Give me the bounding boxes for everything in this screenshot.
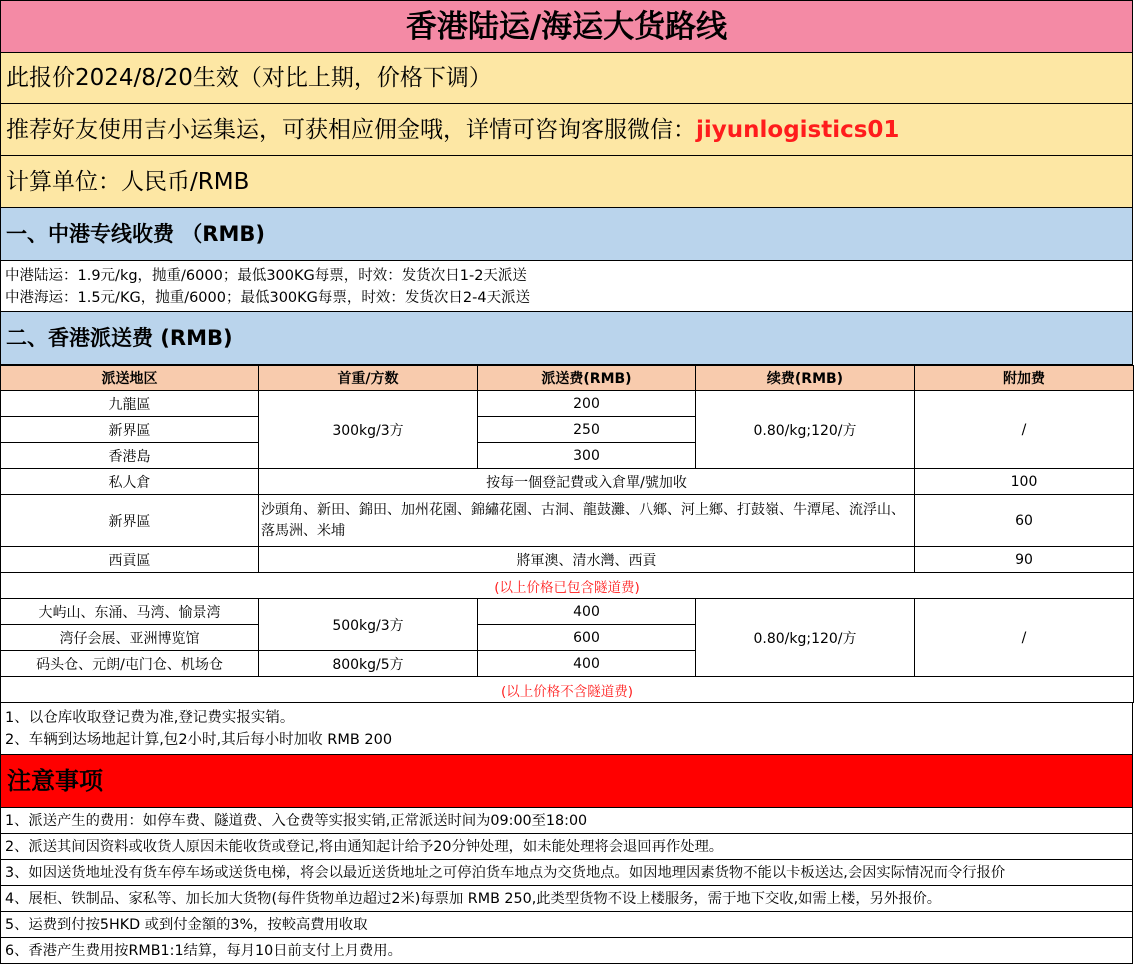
currency-unit: 计算单位：人民币/RMB: [0, 156, 1133, 208]
region-cell: 九龍區: [1, 391, 259, 417]
surcharge-cell: 100: [915, 469, 1134, 495]
first-weight-cell: 300kg/3方: [259, 391, 478, 469]
table-row: [1, 391, 1134, 417]
fee-cell: 400: [478, 599, 696, 625]
fee-cell: 600: [478, 625, 696, 651]
land-freight-line: 中港陆运：1.9元/kg，抛重/6000；最低300KG每票，时效：发货次日1-2天派送: [5, 268, 527, 284]
tunnel-excluded-note: (以上价格不含隧道费): [1, 677, 1134, 703]
renewal-cell: 0.80/kg;120/方: [696, 599, 915, 677]
renewal-cell: 0.80/kg;120/方: [696, 391, 915, 469]
table-header-row: [1, 366, 1134, 391]
description-cell: 按每一個登記費或入倉單/號加收: [259, 469, 915, 495]
notice-item: 5、运费到付按5HKD 或到付金額的3%，按較高費用收取: [0, 912, 1133, 938]
fee-cell: 200: [478, 391, 696, 417]
region-cell: 码头仓、元朗/屯门仓、机场仓: [1, 651, 259, 677]
tunnel-included-note: (以上价格已包含隧道费): [1, 573, 1134, 599]
description-cell: 將軍澳、清水灣、西貢: [259, 547, 915, 573]
region-cell: 香港島: [1, 443, 259, 469]
notice-item: 2、派送其间因资料或收货人原因未能收货或登记,将由通知起计给予20分钟处理，如未能处理将会退回再作处理。: [0, 834, 1133, 860]
remark-line: 2、车辆到达场地起计算,包2小时,其后每小时加收 RMB 200: [5, 732, 393, 748]
table-row: [1, 547, 1134, 573]
table-row: [1, 495, 1134, 547]
col-header-surcharge: 附加费: [915, 366, 1134, 391]
region-cell: 新界區: [1, 495, 259, 547]
fee-cell: 400: [478, 651, 696, 677]
section2-heading: 二、香港派送费 (RMB): [0, 312, 1133, 365]
surcharge-cell: 90: [915, 547, 1134, 573]
surcharge-cell: /: [915, 599, 1134, 677]
wechat-id: jiyunlogistics01: [696, 117, 900, 143]
col-header-first-weight: 首重/方数: [259, 366, 478, 391]
notice-heading: 注意事项: [0, 755, 1133, 808]
surcharge-cell: /: [915, 391, 1134, 469]
page-title: 香港陆运/海运大货路线: [0, 0, 1133, 53]
section1-lines: [0, 261, 1133, 312]
region-cell: 大屿山、东涌、马湾、愉景湾: [1, 599, 259, 625]
effective-date-note: 此报价2024/8/20生效（对比上期，价格下调）: [0, 53, 1133, 104]
region-cell: 私人倉: [1, 469, 259, 495]
col-header-renewal: 续费(RMB): [696, 366, 915, 391]
col-header-delivery-fee: 派送费(RMB): [478, 366, 696, 391]
fee-cell: 250: [478, 417, 696, 443]
delivery-fee-table: [0, 365, 1134, 703]
section1-heading: 一、中港专线收费 （RMB): [0, 208, 1133, 261]
fee-cell: 300: [478, 443, 696, 469]
notice-item: 3、如因送货地址没有货车停车场或送货电梯，将会以最近送货地址之可停泊货车地点为交货地点。如因地理因素货物不能以卡板送达,会因实际情况而令行报价: [0, 860, 1133, 886]
first-weight-cell: 500kg/3方: [259, 599, 478, 651]
table-row: [1, 599, 1134, 625]
notice-item: 4、展柜、铁制品、家私等、加长加大货物(每件货物单边超过2米)每票加 RMB 250,此类型货物不设上楼服务，需于地下交收,如需上楼，另外报价。: [0, 886, 1133, 912]
region-cell: 新界區: [1, 417, 259, 443]
remark-line: 1、以仓库收取登记费为准,登记费实报实销。: [5, 710, 295, 726]
col-header-region: 派送地区: [1, 366, 259, 391]
notice-item: 1、派送产生的费用：如停车费、隧道费、入仓费等实报实销,正常派送时间为09:00至18:00: [0, 808, 1133, 834]
table-row: [1, 677, 1134, 703]
table-row: [1, 573, 1134, 599]
notice-item: 6、香港产生费用按RMB1:1结算，每月10日前支付上月费用。: [0, 938, 1133, 964]
region-cell: 湾仔会展、亚洲博览馆: [1, 625, 259, 651]
region-cell: 西貢區: [1, 547, 259, 573]
sea-freight-line: 中港海运：1.5元/KG，抛重/6000；最低300KG每票，时效：发货次日2-4天派送: [5, 290, 531, 306]
table-row: [1, 469, 1134, 495]
table-remarks: [0, 703, 1133, 755]
referral-note: [0, 104, 1133, 156]
surcharge-cell: 60: [915, 495, 1134, 547]
description-cell: 沙頭角、新田、錦田、加州花園、錦繡花園、古洞、龍鼓灘、八鄉、河上鄉、打鼓嶺、牛潭尾、流浮山、落馬洲、米埔: [259, 495, 915, 547]
referral-text: 推荐好友使用吉小运集运，可获相应佣金哦，详情可咨询客服微信：: [6, 117, 696, 143]
first-weight-cell: 800kg/5方: [259, 651, 478, 677]
